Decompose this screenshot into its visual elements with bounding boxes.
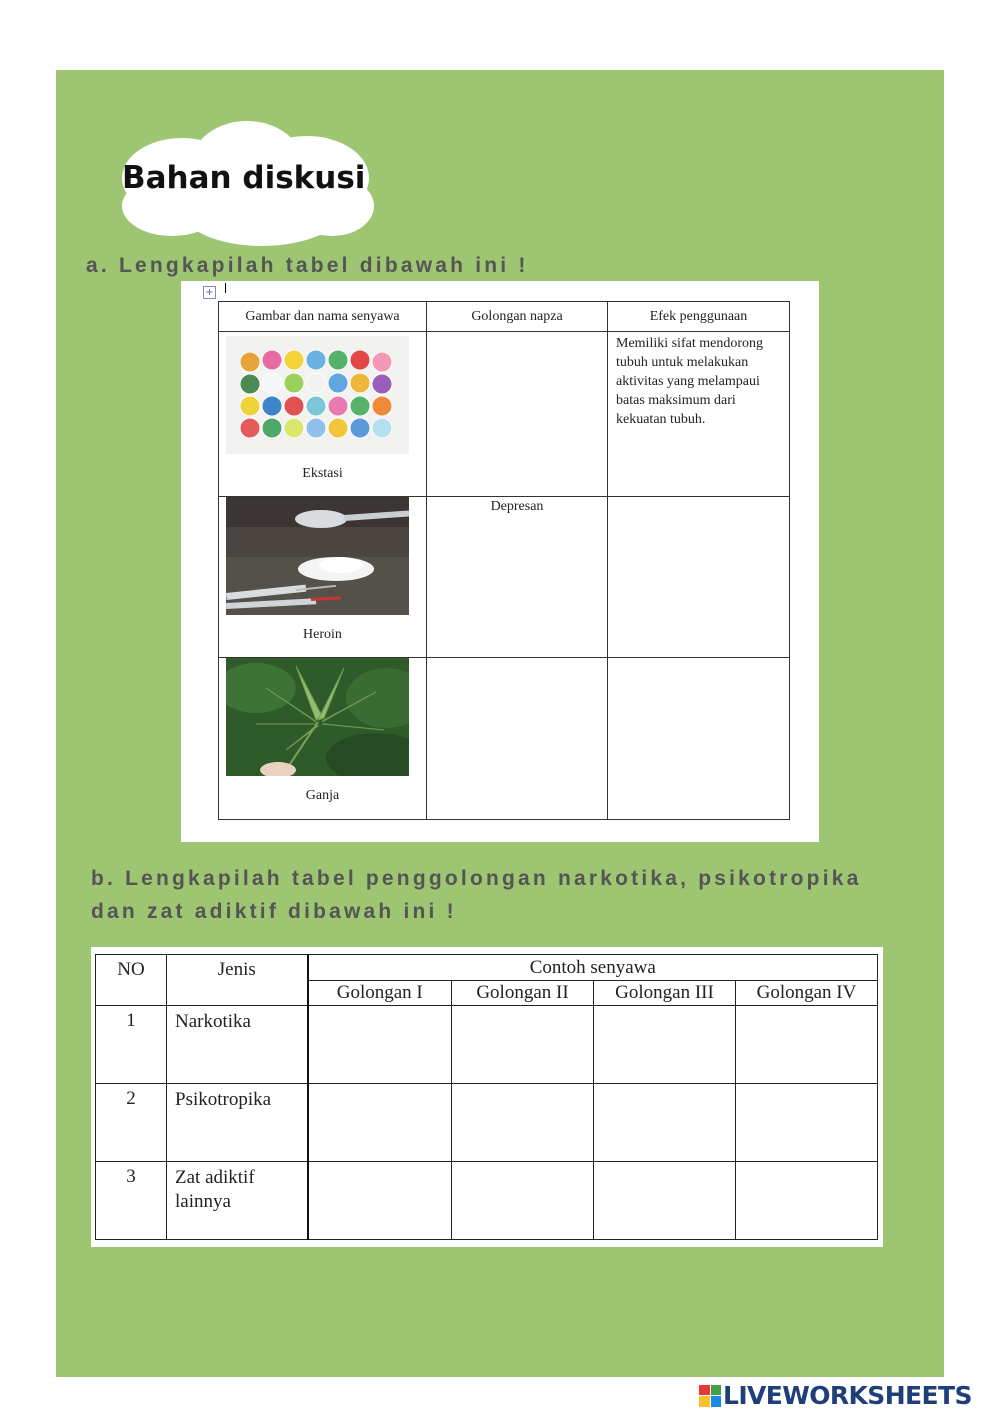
compound-cell [219,332,427,497]
golongan-cell[interactable] [427,658,608,820]
answer-cell[interactable] [452,1162,594,1240]
text-cursor [225,283,226,293]
page-title: Bahan diskusi [122,160,366,196]
liveworksheets-logo-icon [699,1385,721,1407]
table-header-row [96,955,878,981]
answer-cell[interactable] [736,1162,878,1240]
row-jenis: Psikotropika [167,1084,308,1162]
header-golongan-3: Golongan III [594,981,736,1006]
ecstasy-pills-image [226,336,409,454]
classification-table [95,954,878,1240]
table-row [219,497,790,658]
table-row [219,332,790,497]
answer-cell[interactable] [594,1006,736,1084]
cannabis-leaf-image [226,658,409,776]
header-jenis: Jenis [167,955,308,1006]
table-move-handle-icon: + [203,286,216,299]
compound-name: Ganja [305,788,340,803]
header-golongan-1: Golongan I [308,981,452,1006]
header-golongan-4: Golongan IV [736,981,878,1006]
answer-cell[interactable] [308,1162,452,1240]
answer-cell[interactable] [736,1006,878,1084]
header-contoh: Contoh senyawa [308,955,878,981]
table-row [219,658,790,820]
table-header-row [219,302,790,332]
answer-cell[interactable] [594,1162,736,1240]
header-no: NO [96,955,167,1006]
efek-cell[interactable] [608,497,790,658]
header-efek: Efek penggunaan [608,302,790,332]
efek-cell[interactable]: Memiliki sifat mendorong tubuh untuk melakukan aktivitas yang melampaui batas maksimum dari kekuatan tubuh. [608,332,790,497]
answer-cell[interactable] [452,1006,594,1084]
header-golongan: Golongan napza [427,302,608,332]
compound-name: Ekstasi [302,466,343,481]
table-b-sheet [91,947,883,1247]
instruction-b: b. Lengkapilah tabel penggolongan narkotika, psikotropika dan zat adiktif dibawah ini ! [91,867,862,923]
table-row [96,1006,878,1084]
answer-cell[interactable] [594,1084,736,1162]
compound-cell [219,497,427,658]
heroin-spoon-syringe-image [226,497,409,615]
row-number: 3 [96,1162,167,1240]
table-row [96,1084,878,1162]
instruction-a: a. Lengkapilah tabel dibawah ini ! [86,254,529,277]
compound-name: Heroin [303,627,342,642]
compound-table [218,301,790,820]
row-number: 1 [96,1006,167,1084]
liveworksheets-brand-text: LIVEWORKSHEETS [723,1381,972,1410]
answer-cell[interactable] [452,1084,594,1162]
golongan-cell[interactable]: Depresan [427,497,608,658]
table-row [96,1162,878,1240]
golongan-cell[interactable] [427,332,608,497]
answer-cell[interactable] [736,1084,878,1162]
row-jenis: Narkotika [167,1006,308,1084]
liveworksheets-logo [699,1381,972,1410]
row-number: 2 [96,1084,167,1162]
header-gambar: Gambar dan nama senyawa [219,302,427,332]
compound-cell [219,658,427,820]
table-a-sheet [181,281,819,842]
answer-cell[interactable] [308,1006,452,1084]
row-jenis: Zat adiktif lainnya [167,1162,308,1240]
header-golongan-2: Golongan II [452,981,594,1006]
answer-cell[interactable] [308,1084,452,1162]
efek-cell[interactable] [608,658,790,820]
